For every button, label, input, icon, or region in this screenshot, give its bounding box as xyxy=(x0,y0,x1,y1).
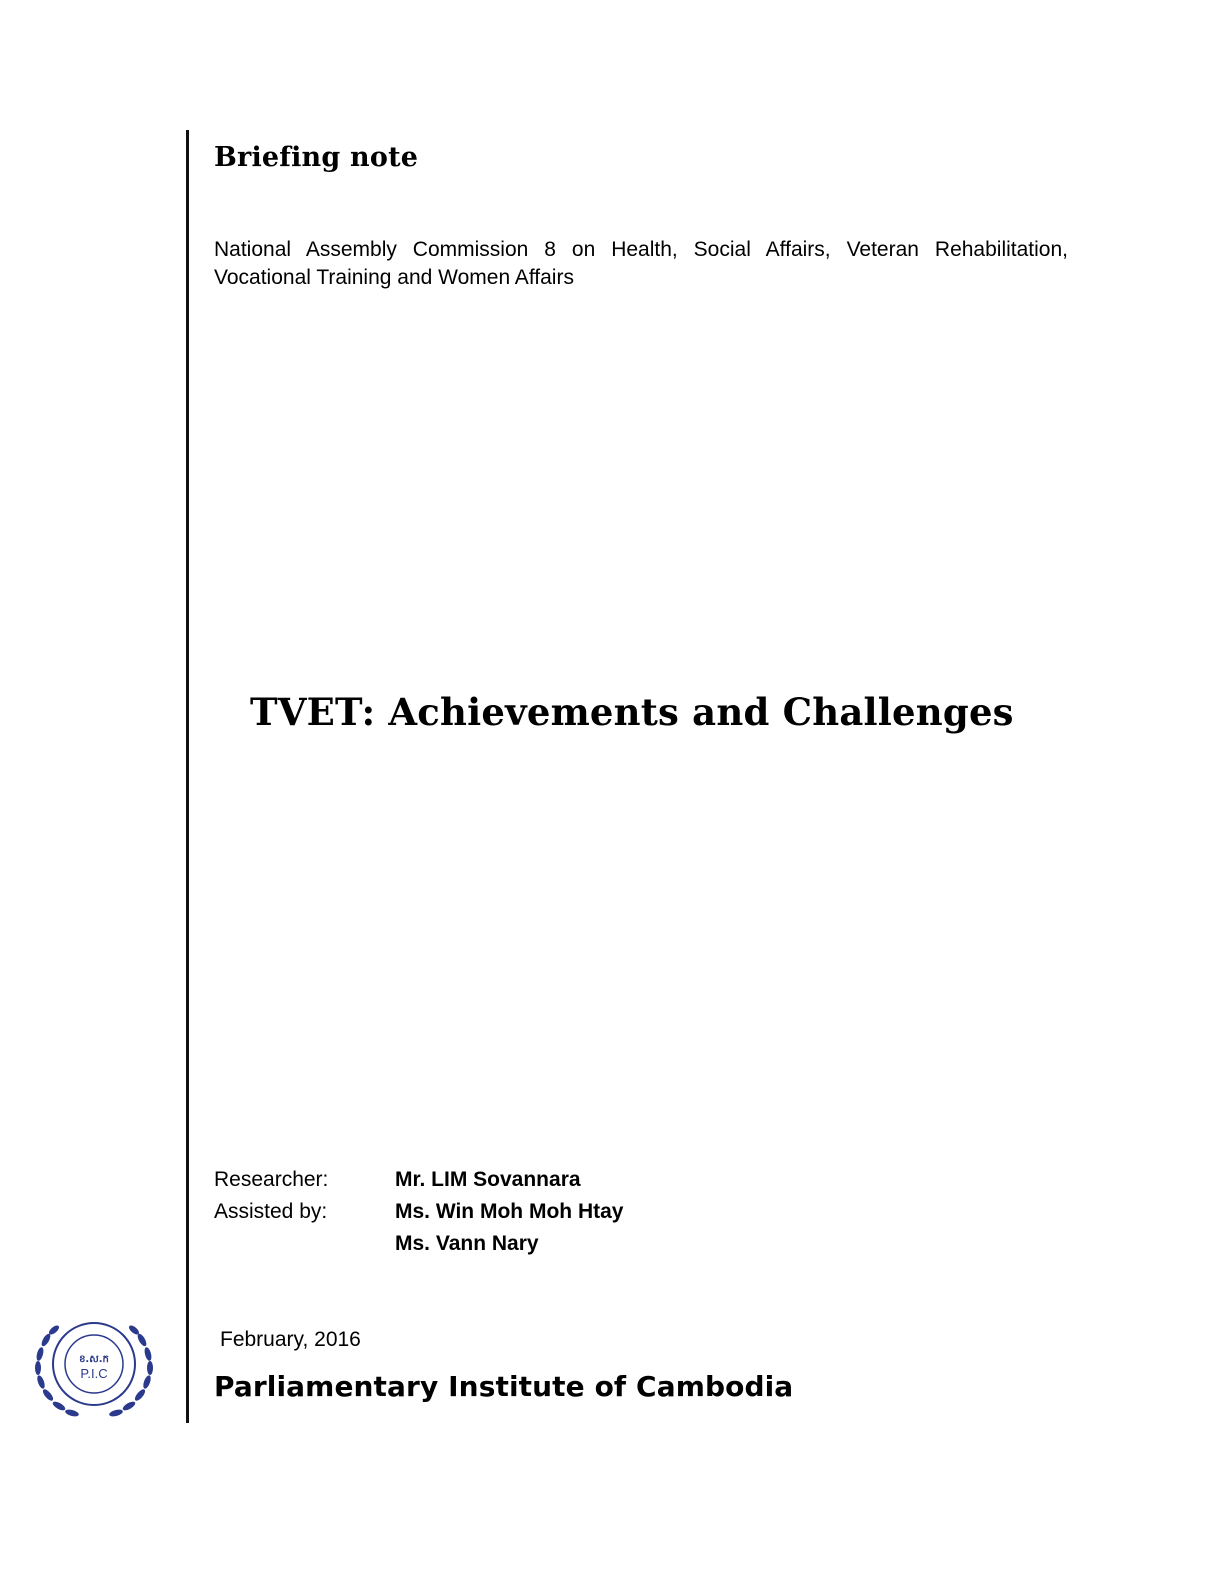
pic-laurel-seal-icon xyxy=(26,1300,162,1430)
publication-date: February, 2016 xyxy=(220,1328,361,1351)
logo-text-top: ខ.ស.ក xyxy=(79,1354,109,1365)
assistant-name: Ms. Vann Nary xyxy=(395,1232,539,1255)
researcher-label: Researcher: xyxy=(214,1168,329,1191)
document-title: TVET: Achievements and Challenges xyxy=(250,690,1014,734)
assisted-label: Assisted by: xyxy=(214,1200,328,1223)
commission-name: National Assembly Commission 8 on Health, Social Affairs, Veteran Rehabilitation, Vocational Training and Women Affairs xyxy=(214,238,1068,289)
vertical-margin-rule xyxy=(186,130,189,1423)
assistant-name: Ms. Win Moh Moh Htay xyxy=(395,1200,624,1223)
logo-text-bottom: P.I.C xyxy=(80,1366,108,1381)
document-type-label: Briefing note xyxy=(214,142,419,173)
institute-name: Parliamentary Institute of Cambodia xyxy=(214,1370,794,1403)
researcher-name: Mr. LIM Sovannara xyxy=(395,1168,581,1191)
